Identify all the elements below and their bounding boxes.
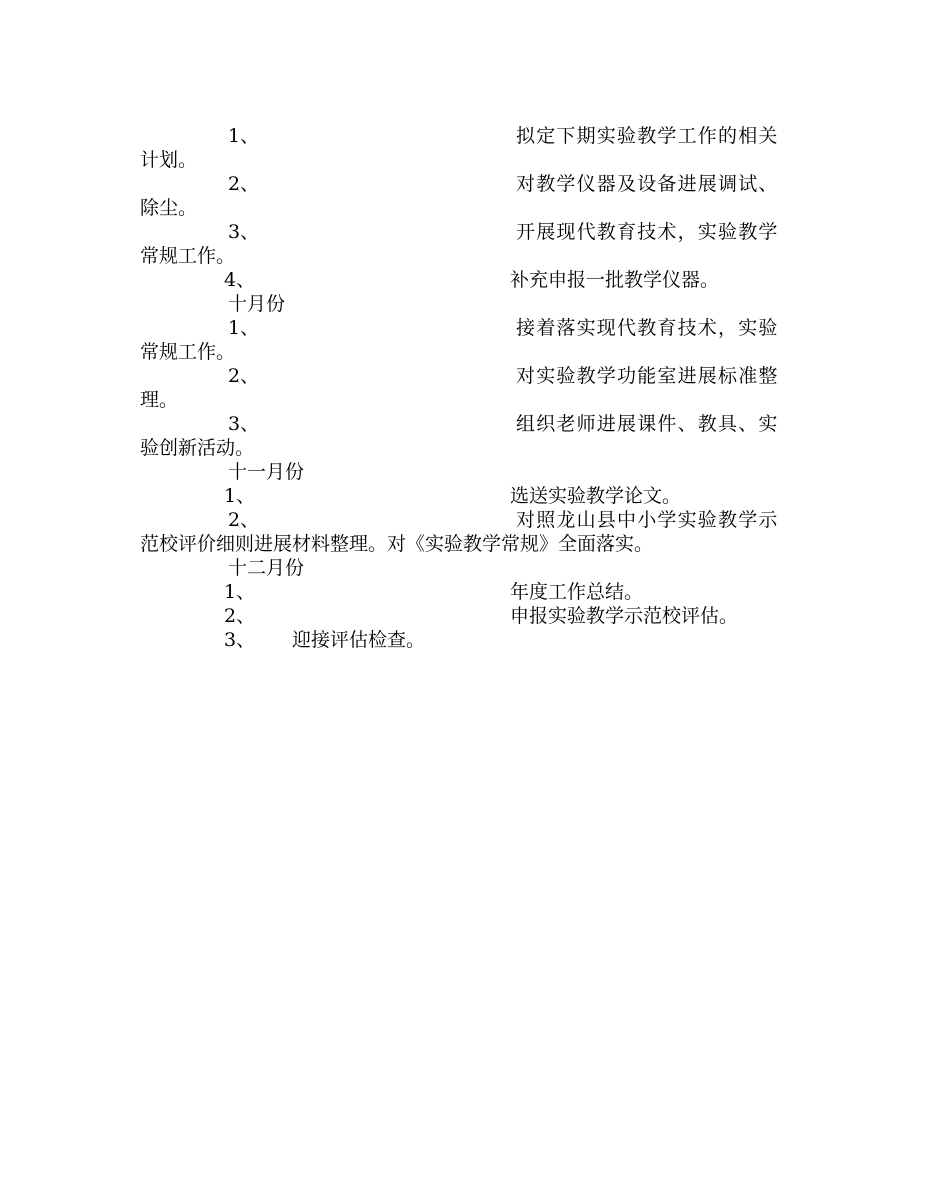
item-continuation: 计划。 bbox=[140, 149, 198, 171]
item-continuation: 范校评价细则进展材料整理。对《实验教学常规》全面落实。 bbox=[140, 533, 654, 555]
month-heading: 十二月份 bbox=[228, 557, 305, 579]
item-continuation: 常规工作。 bbox=[140, 245, 236, 267]
item-continuation: 理。 bbox=[140, 389, 179, 411]
item-text: 申报实验教学示范校评估。 bbox=[510, 605, 739, 627]
item-text: 对实验教学功能室进展标准整 bbox=[516, 365, 779, 387]
item-number: 2、 bbox=[224, 605, 256, 627]
item-number: 3、 bbox=[228, 221, 260, 243]
month-heading: 十月份 bbox=[228, 293, 286, 315]
item-number: 2、 bbox=[228, 173, 260, 195]
month-heading: 十一月份 bbox=[228, 461, 305, 483]
item-text: 对教学仪器及设备进展调试、 bbox=[516, 173, 779, 195]
item-number: 3、 bbox=[224, 629, 256, 651]
item-number: 1、 bbox=[228, 317, 260, 339]
item-number: 1、 bbox=[224, 581, 256, 603]
item-text: 开展现代教育技术，实验教学 bbox=[516, 221, 779, 243]
item-text: 组织老师进展课件、教具、实 bbox=[516, 413, 779, 435]
item-text: 补充申报一批教学仪器。 bbox=[510, 269, 720, 291]
item-text: 选送实验教学论文。 bbox=[510, 485, 682, 507]
item-number: 3、 bbox=[228, 413, 260, 435]
item-text: 对照龙山县中小学实验教学示 bbox=[516, 509, 779, 531]
item-number: 2、 bbox=[228, 365, 260, 387]
item-continuation: 除尘。 bbox=[140, 197, 198, 219]
item-text: 年度工作总结。 bbox=[510, 581, 644, 603]
item-text: 拟定下期实验教学工作的相关 bbox=[516, 125, 779, 147]
item-number: 2、 bbox=[228, 509, 260, 531]
item-number: 4、 bbox=[224, 269, 256, 291]
item-text: 接着落实现代教育技术，实验 bbox=[516, 317, 779, 339]
item-text: 迎接评估检查。 bbox=[292, 629, 426, 651]
item-number: 1、 bbox=[228, 125, 260, 147]
item-continuation: 验创新活动。 bbox=[140, 437, 255, 459]
item-continuation: 常规工作。 bbox=[140, 341, 236, 363]
item-number: 1、 bbox=[224, 485, 256, 507]
